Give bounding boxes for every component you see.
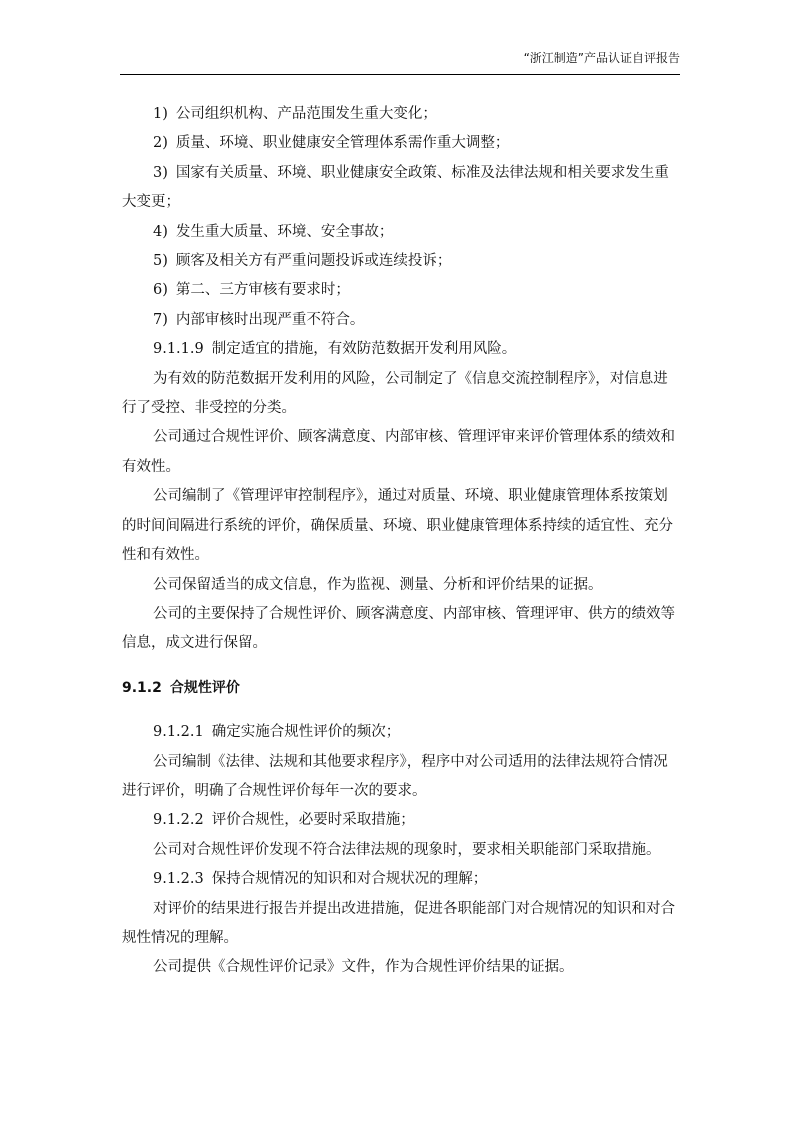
paragraph: 公司编制了《管理评审控制程序》，通过对质量、环境、职业健康管理体系按策划的时间间隔进行系统的评价，确保质量、环境、职业健康管理体系持续的适宜性、充分性和有效性。 bbox=[122, 488, 673, 564]
list-item: 3) 国家有关质量、环境、职业健康安全政策、标准及法律法规和相关要求发生重大变更； bbox=[122, 164, 669, 211]
clause-9-1-2-2: 9.1.2.2 评价合规性，必要时采取措施； bbox=[153, 812, 415, 829]
page-header-title: “浙江制造”产品认证自评报告 bbox=[523, 51, 680, 65]
list-item: 1) 公司组织机构、产品范围发生重大变化； bbox=[153, 106, 437, 122]
paragraph: 公司提供《合规性评价记录》文件，作为合规性评价结果的证据。 bbox=[153, 959, 574, 976]
list-item: 5) 顾客及相关方有严重问题投诉或连续投诉； bbox=[153, 253, 452, 270]
list-item: 4) 发生重大质量、环境、安全事故； bbox=[153, 223, 394, 240]
paragraph: 为有效的防范数据开发利用的风险，公司制定了《信息交流控制程序》，对信息进行了受控、非受控的分类。 bbox=[122, 370, 668, 417]
paragraph: 对评价的结果进行报告并提出改进措施，促进各职能部门对合规情况的知识和对合规性情况的理解。 bbox=[122, 900, 675, 946]
header-divider bbox=[120, 74, 680, 75]
paragraph: 公司的主要保持了合规性评价、顾客满意度、内部审核、管理评审、供方的绩效等信息，成文进行保留。 bbox=[122, 605, 675, 652]
list-item: 2) 质量、环境、职业健康安全管理体系需作重大调整； bbox=[153, 135, 510, 152]
paragraph: 公司编制《法律、法规和其他要求程序》，程序中对公司适用的法律法规符合情况进行评价，明确了合规性评价每年一次的要求。 bbox=[122, 753, 668, 799]
clause-9-1-1-9: 9.1.1.9 制定适宜的措施，有效防范数据开发利用风险。 bbox=[153, 341, 517, 358]
clause-9-1-2-1: 9.1.2.1 确定实施合规性评价的频次； bbox=[153, 724, 401, 741]
section-heading: 9.1.2 合规性评价 bbox=[122, 679, 240, 696]
paragraph: 公司保留适当的成文信息，作为监视、测量、分析和评价结果的证据。 bbox=[153, 576, 603, 593]
list-item: 6) 第二、三方审核有要求时； bbox=[153, 282, 350, 299]
paragraph: 公司通过合规性评价、顾客满意度、内部审核、管理评审来评价管理体系的绩效和有效性。 bbox=[122, 429, 675, 475]
document-body bbox=[122, 100, 680, 983]
list-item: 7) 内部审核时出现严重不符合。 bbox=[153, 311, 365, 328]
paragraph: 公司对合规性评价发现不符合法律法规的现象时，要求相关职能部门采取措施。 bbox=[153, 841, 661, 858]
clause-9-1-2-3: 9.1.2.3 保持合规情况的知识和对合规状况的理解； bbox=[153, 871, 488, 888]
